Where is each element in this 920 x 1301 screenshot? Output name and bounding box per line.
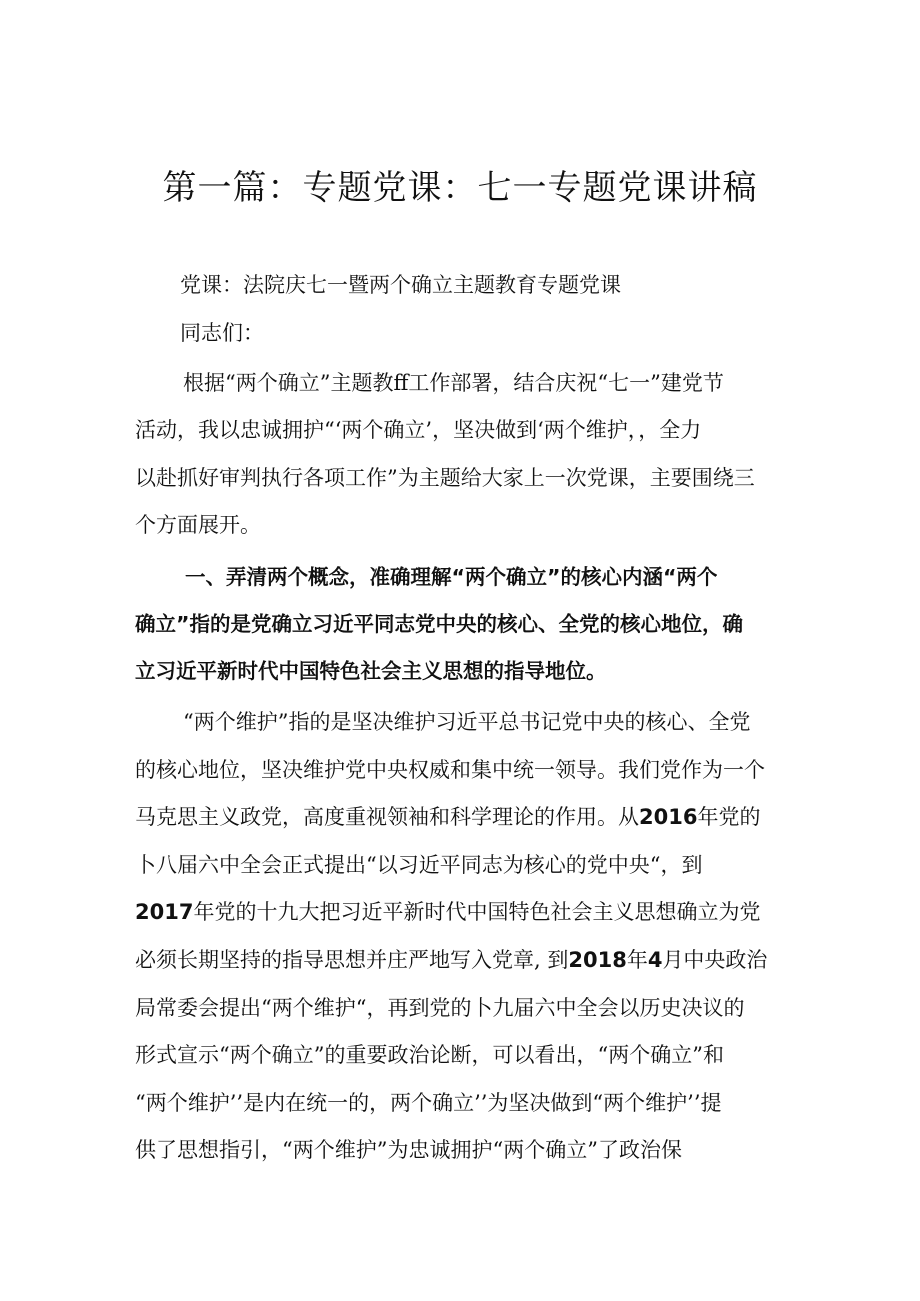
intro-line-3: 以赴抓好审判执行各项工作”为主题给大家上一次党课，主要围绕三	[135, 466, 755, 490]
intro-line-2: 活动，我以忠诚拥护“‘两个确立’，坚决做到‘两个维护，，全力	[135, 418, 702, 442]
body-line-9: “两个维护’’是内在统一的，两个确立’’为坚决做到“两个维护’’提	[135, 1091, 722, 1115]
body-line-5-text: 年党的十九大把习近平新时代中国特色社会主义思想确立为党	[193, 900, 761, 924]
body-line-6-text-a: 必须长期坚持的指导思想并庄严地写入党章, 到	[135, 948, 569, 972]
greeting-line: 同志们：	[180, 321, 264, 345]
intro-line-1: 根据“两个确立”主题教ff工作部署，结合庆祝“七一”建党节	[183, 371, 724, 395]
section1-heading-line-1: 一、弄清两个概念，准确理解“两个确立”的核心内涵“两个	[185, 565, 718, 589]
body-line-1: “两个维护”指的是坚决维护习近平总书记党中央的核心、全党	[183, 710, 751, 734]
body-line-3	[135, 802, 760, 832]
intro-line-4: 个方面展开。	[135, 513, 261, 537]
year-2016: 2016	[639, 805, 698, 829]
body-line-6-text-b: 年	[626, 948, 648, 972]
body-line-6-text-c: 月中央政治	[662, 948, 768, 972]
section1-heading-line-2: 确立”指的是党确立习近平同志党中央的核心、全党的核心地位，确	[135, 612, 743, 636]
year-2018: 2018	[568, 948, 627, 972]
body-line-7: 局常委会提出“两个维护“，再到党的卜九届六中全会以历史决议的	[135, 996, 745, 1020]
body-line-8: 形式宣示“两个确立”的重要政治论断，可以看出，“两个确立”和	[135, 1043, 724, 1067]
body-line-3-text-b: 年党的	[697, 805, 761, 829]
month-4: 4	[647, 948, 663, 972]
subtitle-line: 党课：法院庆七一暨两个确立主题教育专题党课	[180, 273, 621, 297]
body-line-4: 卜八届六中全会正式提出“以习近平同志为核心的党中央“，到	[135, 853, 703, 877]
document-title: 第一篇：专题党课：七一专题党课讲稿	[162, 168, 758, 208]
body-line-3-text-a: 马克思主义政党，高度重视领袖和科学理论的作用。从	[135, 805, 639, 829]
body-line-6	[135, 945, 767, 975]
body-line-5	[135, 897, 760, 927]
section1-heading-line-3: 立习近平新时代中国特色社会主义思想的指导地位。	[135, 659, 607, 683]
year-2017: 2017	[135, 900, 194, 924]
body-line-2: 的核心地位，坚决维护党中央权威和集中统一领导。我们党作为一个	[135, 758, 765, 782]
body-line-10: 供了思想指引，“两个维护”为忠诚拥护“两个确立”了政治保	[135, 1138, 682, 1162]
